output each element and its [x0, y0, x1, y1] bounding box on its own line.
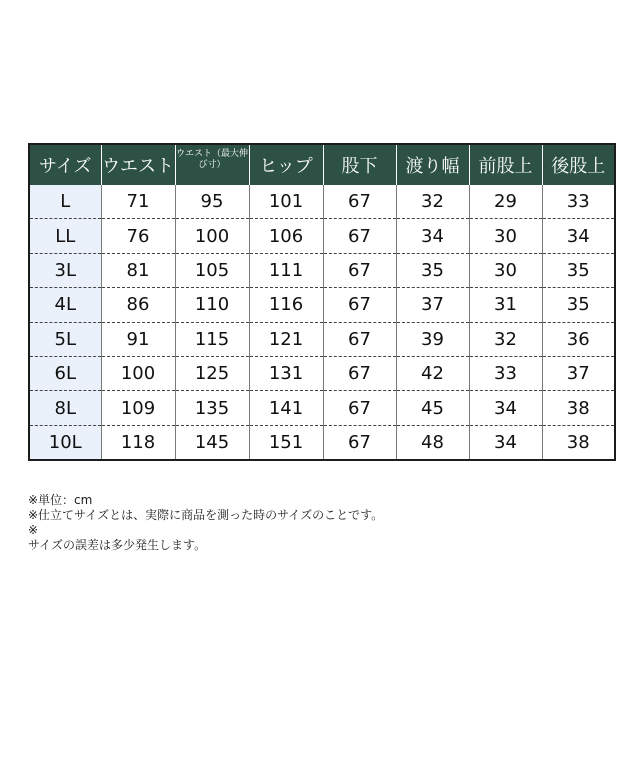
header-row: [29, 144, 615, 185]
size-label: 6L: [29, 356, 101, 390]
front-rise-value: 30: [469, 253, 542, 287]
waist-max-value: 110: [175, 288, 249, 322]
waist-max-value: 105: [175, 253, 249, 287]
size-label: 3L: [29, 253, 101, 287]
waist-value: 86: [101, 288, 175, 322]
note-finished-size: ※仕立てサイズとは、実際に商品を測った時のサイズのことです。: [28, 508, 384, 522]
size-chart-body: [29, 185, 615, 460]
table-row: [29, 219, 615, 253]
waist-max-value: 100: [175, 219, 249, 253]
back-rise-value: 35: [542, 253, 615, 287]
thigh-width-value: 39: [396, 322, 469, 356]
thigh-width-value: 34: [396, 219, 469, 253]
size-chart-header: [29, 144, 615, 185]
header-waist: ウエスト: [101, 144, 175, 185]
table-row: [29, 185, 615, 219]
note-mark: ※: [28, 523, 39, 537]
size-label: L: [29, 185, 101, 219]
back-rise-value: 35: [542, 288, 615, 322]
inseam-value: 67: [323, 185, 396, 219]
hip-value: 121: [249, 322, 323, 356]
size-label: 4L: [29, 288, 101, 322]
size-label: LL: [29, 219, 101, 253]
hip-value: 101: [249, 185, 323, 219]
header-waist-max: ウエスト（最大伸び寸）: [175, 144, 249, 185]
thigh-width-value: 35: [396, 253, 469, 287]
waist-max-value: 125: [175, 356, 249, 390]
back-rise-value: 34: [542, 219, 615, 253]
inseam-value: 67: [323, 322, 396, 356]
waist-value: 118: [101, 425, 175, 460]
thigh-width-value: 48: [396, 425, 469, 460]
waist-value: 81: [101, 253, 175, 287]
front-rise-value: 29: [469, 185, 542, 219]
waist-max-value: 95: [175, 185, 249, 219]
inseam-value: 67: [323, 391, 396, 425]
size-chart-table: [28, 143, 616, 461]
waist-value: 91: [101, 322, 175, 356]
back-rise-value: 37: [542, 356, 615, 390]
hip-value: 141: [249, 391, 323, 425]
table-row: [29, 425, 615, 460]
hip-value: 151: [249, 425, 323, 460]
inseam-value: 67: [323, 425, 396, 460]
header-size: サイズ: [29, 144, 101, 185]
inseam-value: 67: [323, 219, 396, 253]
table-row: [29, 322, 615, 356]
inseam-value: 67: [323, 288, 396, 322]
table-row: [29, 253, 615, 287]
size-notes: [28, 493, 618, 553]
thigh-width-value: 45: [396, 391, 469, 425]
table-row: [29, 356, 615, 390]
waist-value: 100: [101, 356, 175, 390]
back-rise-value: 33: [542, 185, 615, 219]
inseam-value: 67: [323, 356, 396, 390]
header-inseam: 股下: [323, 144, 396, 185]
hip-value: 111: [249, 253, 323, 287]
front-rise-value: 31: [469, 288, 542, 322]
back-rise-value: 36: [542, 322, 615, 356]
waist-max-value: 115: [175, 322, 249, 356]
back-rise-value: 38: [542, 425, 615, 460]
header-front-rise: 前股上: [469, 144, 542, 185]
front-rise-value: 34: [469, 391, 542, 425]
hip-value: 131: [249, 356, 323, 390]
inseam-value: 67: [323, 253, 396, 287]
size-label: 10L: [29, 425, 101, 460]
size-label: 5L: [29, 322, 101, 356]
waist-value: 71: [101, 185, 175, 219]
front-rise-value: 30: [469, 219, 542, 253]
header-hip: ヒップ: [249, 144, 323, 185]
front-rise-value: 34: [469, 425, 542, 460]
size-label: 8L: [29, 391, 101, 425]
table-row: [29, 391, 615, 425]
thigh-width-value: 32: [396, 185, 469, 219]
waist-max-value: 135: [175, 391, 249, 425]
thigh-width-value: 42: [396, 356, 469, 390]
header-thigh-width: 渡り幅: [396, 144, 469, 185]
back-rise-value: 38: [542, 391, 615, 425]
waist-max-value: 145: [175, 425, 249, 460]
thigh-width-value: 37: [396, 288, 469, 322]
note-unit: ※単位：cm: [28, 493, 93, 507]
waist-value: 76: [101, 219, 175, 253]
front-rise-value: 32: [469, 322, 542, 356]
note-tolerance: サイズの誤差は多少発生します。: [28, 538, 207, 552]
hip-value: 116: [249, 288, 323, 322]
front-rise-value: 33: [469, 356, 542, 390]
table-row: [29, 288, 615, 322]
waist-value: 109: [101, 391, 175, 425]
hip-value: 106: [249, 219, 323, 253]
header-back-rise: 後股上: [542, 144, 615, 185]
